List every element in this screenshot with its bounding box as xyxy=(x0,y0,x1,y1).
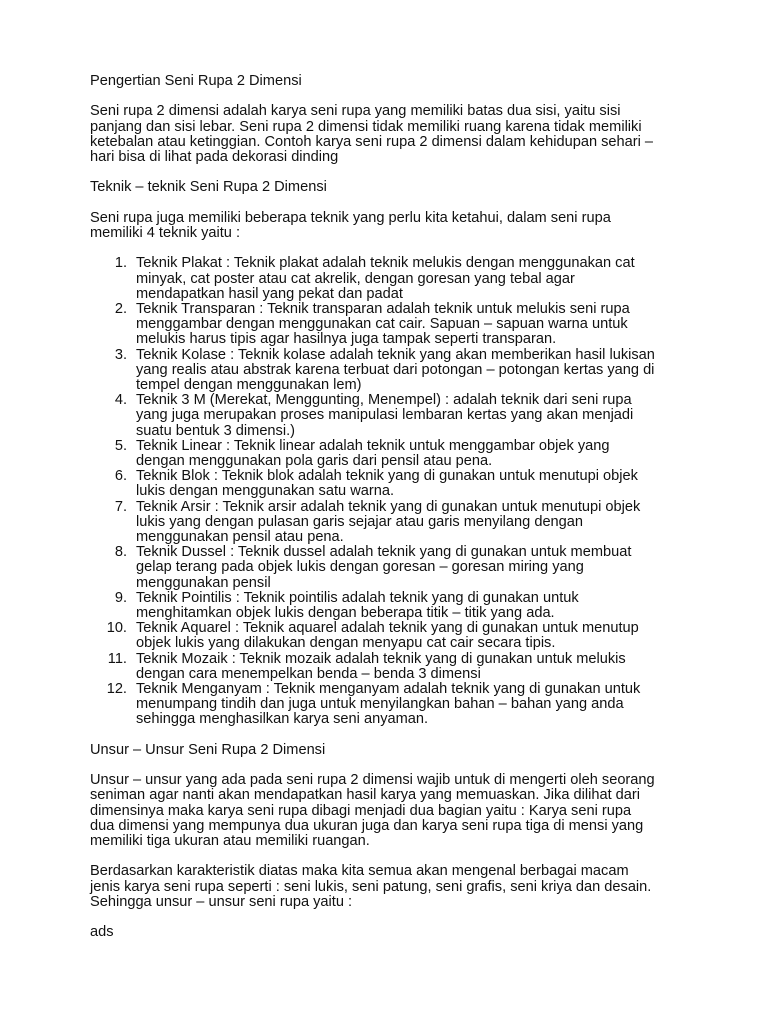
document-page xyxy=(90,74,690,940)
list-item-text: Teknik Mozaik : Teknik mozaik adalah teknik yang di gunakan untuk melukis dengan cara menempelkan benda – benda 3 dimensi xyxy=(136,650,626,682)
spacer xyxy=(90,758,690,773)
spacer xyxy=(90,241,690,256)
list-item-number: 9. xyxy=(114,589,127,606)
spacer xyxy=(90,849,690,864)
spacer xyxy=(90,910,690,925)
list-item-text: Teknik Menganyam : Teknik menganyam adalah teknik yang di gunakan untuk menumpang tindih dan juga untuk menyilangkan bahan – bahan yang anda sehingga menghasilkan karya seni anyaman. xyxy=(136,681,641,728)
techniques-heading: Teknik – teknik Seni Rupa 2 Dimensi xyxy=(90,179,327,196)
list-item-number: 12. xyxy=(106,681,127,698)
list-item-number: 2. xyxy=(114,300,127,317)
list-item xyxy=(90,393,690,439)
list-item-number: 7. xyxy=(114,498,127,515)
list-item-number: 10. xyxy=(106,620,127,637)
spacer xyxy=(90,89,690,104)
spacer xyxy=(90,196,690,211)
list-item xyxy=(90,545,690,591)
list-item-text: Teknik Dussel : Teknik dussel adalah teknik yang di gunakan untuk membuat gelap terang pada objek lukis dengan goresan – goresan miring yang menggunakan pensil xyxy=(136,544,632,591)
elements-heading: Unsur – Unsur Seni Rupa 2 Dimensi xyxy=(90,741,326,758)
elements-paragraph-2: Berdasarkan karakteristik diatas maka kita semua akan mengenal berbagai macam jenis karya seni rupa seperti : seni lukis, seni patung, seni grafis, seni kriya dan desain. Sehingga unsur – unsur seni rupa yaitu : xyxy=(90,863,652,910)
elements-paragraph-1: Unsur – unsur yang ada pada seni rupa 2 dimensi wajib untuk di mengerti oleh seorang seniman agar nanti akan mendapatkan hasil karya yang memuaskan. Jika dilihat dari dimensinya maka karya seni rupa dibagi menjadi dua bagian yaitu : Karya seni rupa dua dimensi yang mempunya dua ukuran juga dan karya seni rupa tiga di mensi yang memiliki tiga ukuran atau memiliki ruangan. xyxy=(90,772,655,850)
list-item-text: Teknik Blok : Teknik blok adalah teknik yang di gunakan untuk menutupi objek lukis dengan menggunakan satu warna. xyxy=(136,468,638,500)
list-item xyxy=(90,348,690,394)
list-item xyxy=(90,302,690,348)
list-item-text: Teknik Arsir : Teknik arsir adalah teknik yang di gunakan untuk menutupi objek lukis yang dengan pulasan garis sejajar atau garis menyilang dengan menggunakan pensil atau pena. xyxy=(136,498,641,546)
list-item-text: Teknik Kolase : Teknik kolase adalah teknik yang akan memberikan hasil lukisan yang realis atau abstrak karena terbuat dari potongan – potongan kertas yang di tempel dengan menggunakan lem) xyxy=(136,346,655,393)
footer-ads-text: ads xyxy=(90,924,114,941)
spacer xyxy=(90,728,690,743)
intro-paragraph: Seni rupa 2 dimensi adalah karya seni rupa yang memiliki batas dua sisi, yaitu sisi panjang dan sisi lebar. Seni rupa 2 dimensi tidak memiliki ruang karena tidak memiliki ketebalan atau ketinggian. Contoh karya seni rupa 2 dimensi dalam kehidupan sehari – hari bisa di lihat pada dekorasi dinding xyxy=(90,103,654,165)
list-item-text: Teknik 3 M (Merekat, Menggunting, Menempel) : adalah teknik dari seni rupa yang juga merupakan proses manipulasi lembaran kertas yang akan menjadi suatu bentuk 3 dimensi.) xyxy=(136,392,634,439)
list-item xyxy=(90,469,690,499)
list-item-text: Teknik Transparan : Teknik transparan adalah teknik untuk melukis seni rupa menggambar dengan menggunakan cat cair. Sapuan – sapuan warna untuk melukis harus tipis agar hasilnya juga tampak seperti transparan. xyxy=(136,300,630,348)
list-item-number: 3. xyxy=(114,346,127,363)
spacer xyxy=(90,165,690,180)
list-item-text: Teknik Pointilis : Teknik pointilis adalah teknik yang di gunakan untuk menghitamkan objek lukis dengan beberapa titik – titik yang ada. xyxy=(136,589,579,622)
list-item-text: Teknik Aquarel : Teknik aquarel adalah teknik yang di gunakan untuk menutup objek lukis yang dilakukan dengan menyapu cat cair secara tipis. xyxy=(136,620,639,652)
list-item-number: 11. xyxy=(107,650,127,667)
list-item-number: 4. xyxy=(114,392,127,409)
techniques-intro: Seni rupa juga memiliki beberapa teknik yang perlu kita ketahui, dalam seni rupa memiliki 4 teknik yaitu : xyxy=(90,209,611,241)
list-item xyxy=(90,682,690,728)
document-title: Pengertian Seni Rupa 2 Dimensi xyxy=(90,73,302,89)
list-item-number: 8. xyxy=(114,544,127,561)
list-item xyxy=(90,591,690,621)
list-item-number: 6. xyxy=(114,468,127,485)
list-item xyxy=(90,439,690,469)
list-item xyxy=(90,500,690,546)
list-item xyxy=(90,256,690,302)
list-item xyxy=(90,621,690,651)
list-item-text: Teknik Linear : Teknik linear adalah teknik untuk menggambar objek yang dengan menggunakan pola garis dari pensil atau pena. xyxy=(136,437,610,470)
list-item-number: 5. xyxy=(114,437,127,454)
list-item-number: 1. xyxy=(114,255,127,272)
techniques-list xyxy=(90,256,690,727)
list-item xyxy=(90,652,690,682)
list-item-text: Teknik Plakat : Teknik plakat adalah teknik melukis dengan menggunakan cat minyak, cat poster atau cat akrelik, dengan goresan yang tebal agar mendapatkan hasil yang pekat dan padat xyxy=(136,255,635,302)
